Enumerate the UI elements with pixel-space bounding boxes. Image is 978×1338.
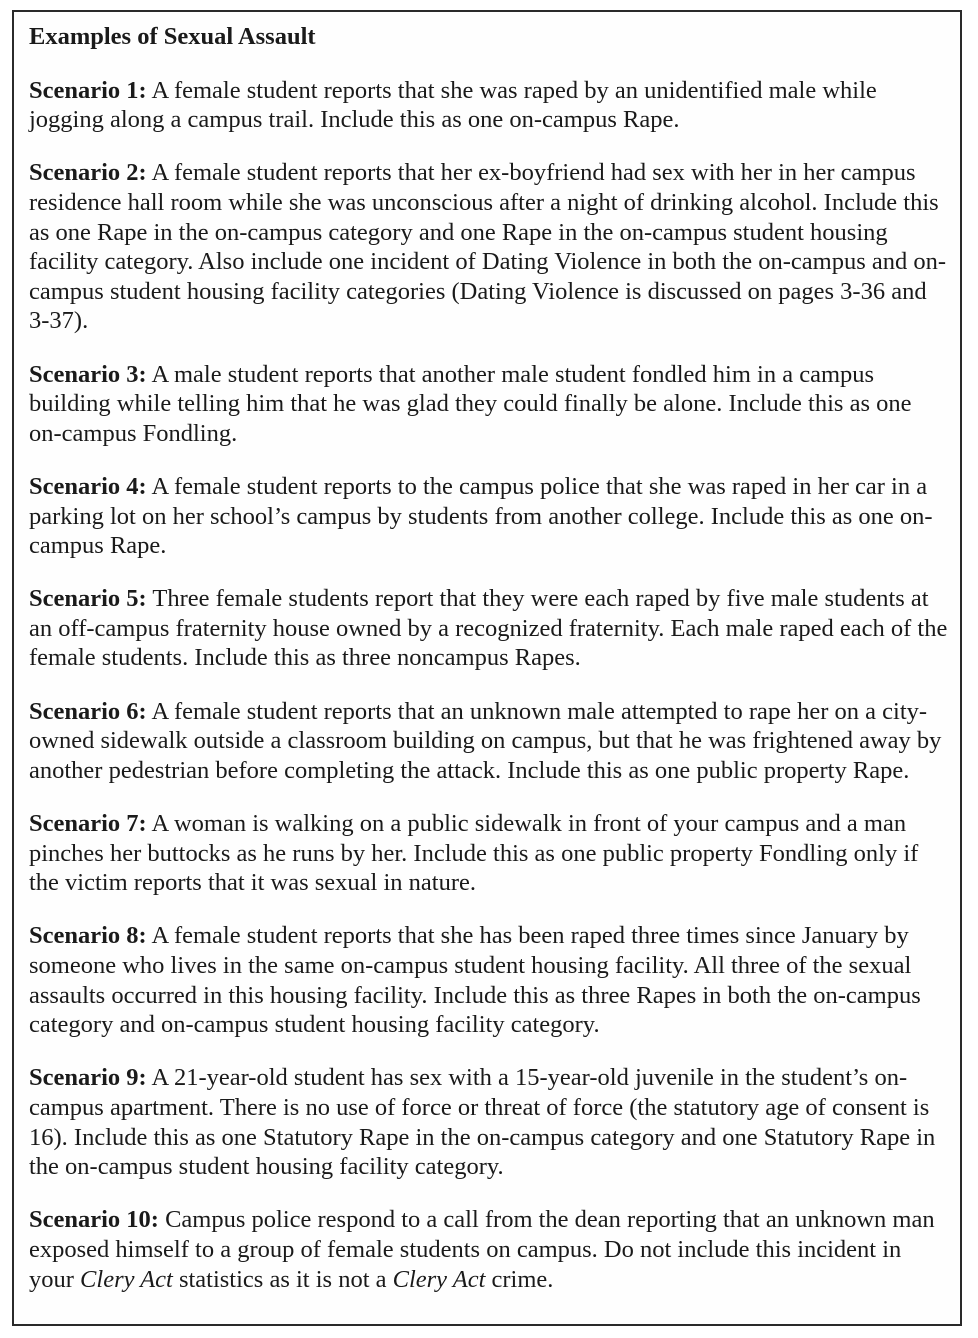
scenario-label: Scenario 6:	[29, 697, 147, 725]
scenario-label: Scenario 7:	[29, 810, 147, 838]
scenario-label: Scenario 4:	[29, 472, 147, 500]
scenario-label: Scenario 8:	[29, 922, 147, 950]
document-frame	[12, 10, 962, 1326]
scenario-label: Scenario 9:	[29, 1064, 147, 1092]
scenario-label: Scenario 1:	[29, 76, 147, 104]
scenario-text: A female student reports that an unknown male attempted to rape her on a city-owned sidewalk outside a classroom building on campus, but that he was frightened away by another pedestrian before completing the attack. Include this as one public property Rape.	[29, 697, 942, 784]
scenario-9	[29, 1063, 950, 1181]
scenario-label: Scenario 3:	[29, 360, 147, 388]
scenario-text: A female student reports that she was raped by an unidentified male while jogging along a campus trail. Include this as one on-campus Rape.	[29, 76, 877, 134]
scenario-text: A female student reports to the campus police that she was raped in her car in a parking lot on her school’s campus by students from another college. Include this as one on-campus Rape.	[29, 472, 933, 560]
scenario-text: A female student reports that her ex-boyfriend had sex with her in her campus residence hall room while she was unconscious after a night of drinking alcohol. Include this as one Rape in the on-campus category and one Rape in the on-campus student housing facility category. Also include one incident of Dating Violence in both the on-campus and on-campus student housing facility categories (Dating Violence is discussed on pages 3-36 and 3-37).	[29, 159, 947, 335]
scenario-text-a: Campus police respond to a call from the dean reporting that an unknown man exposed himself to a group of female students on campus. Do not include this incident in your	[29, 1206, 935, 1293]
scenario-3	[29, 360, 950, 449]
scenario-text: A female student reports that she has been raped three times since January by someone who lives in the same on-campus student housing facility. All three of the sexual assaults occurred in this housing facility. Include this as three Rapes in both the on-campus category and on-campus student housing facility category.	[29, 922, 921, 1039]
clery-act-term: Clery Act	[80, 1265, 173, 1293]
scenario-label: Scenario 5:	[29, 585, 147, 613]
document-title: Examples of Sexual Assault	[29, 23, 316, 50]
scenario-4	[29, 472, 950, 561]
scenario-10	[29, 1205, 950, 1294]
scenario-5	[29, 584, 950, 673]
scenario-text: A male student reports that another male student fondled him in a campus building while telling him that he was glad they could finally be alone. Include this as one on-campus Fondling.	[29, 360, 912, 447]
scenario-8	[29, 921, 950, 1039]
scenario-text-c: crime.	[491, 1265, 554, 1293]
scenario-label: Scenario 10:	[29, 1206, 159, 1234]
document-content	[29, 22, 950, 1318]
scenario-text: Three female students report that they were each raped by five male students at an off-campus fraternity house owned by a recognized fraternity. Each male raped each of the female students. Include this as three noncampus Rapes.	[29, 585, 948, 672]
scenario-text: A woman is walking on a public sidewalk in front of your campus and a man pinches her buttocks as he runs by her. Include this as one public property Fondling only if the victim reports that it was sexual in nature.	[29, 810, 919, 897]
scenario-label: Scenario 2:	[29, 159, 147, 187]
scenario-text-b: statistics as it is not a	[178, 1265, 387, 1293]
clery-act-term: Clery Act	[392, 1265, 486, 1293]
scenario-2	[29, 158, 950, 336]
scenario-6	[29, 697, 950, 786]
scenario-1	[29, 76, 950, 135]
scenario-7	[29, 809, 950, 898]
scenario-text: A 21-year-old student has sex with a 15-year-old juvenile in the student’s on-campus apartment. There is no use of force or threat of force (the statutory age of consent is 16). Include this as one Statutory Rape in the on-campus category and one Statutory Rape in the on-campus student housing facility category.	[29, 1064, 936, 1181]
